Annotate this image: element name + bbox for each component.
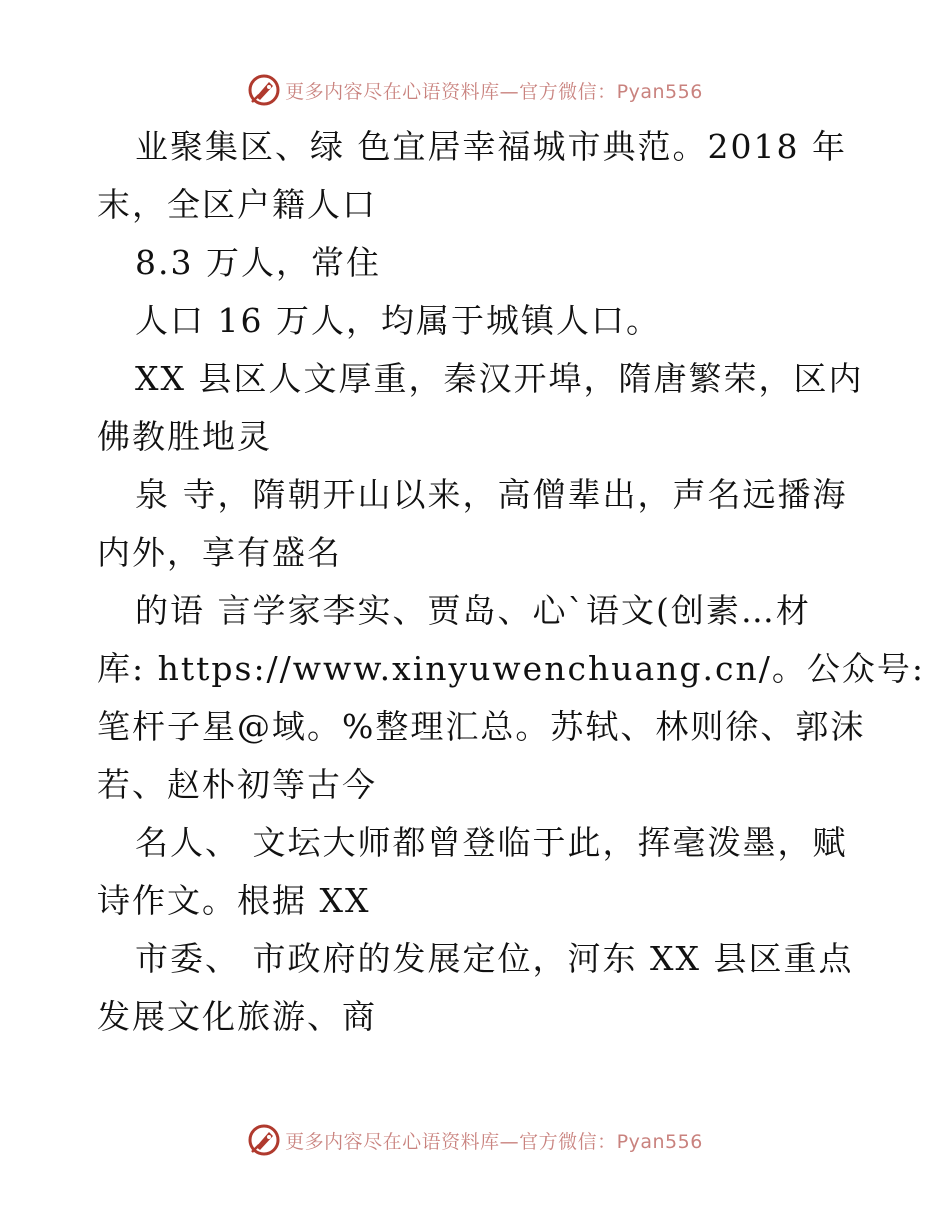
text-line: 泉 寺，隋朝开山以来，高僧辈出，声名远播海 — [135, 475, 848, 514]
header-banner-text: 更多内容尽在心语资料库—官方微信：Pyan556 — [285, 80, 703, 103]
text-line: 人口 16 万人，均属于城镇人口。 — [135, 301, 661, 340]
text-line: 内外，享有盛名 — [97, 533, 342, 572]
text-line: 发展文化旅游、商 — [97, 997, 377, 1036]
pen-nib-logo-icon — [247, 1123, 281, 1157]
pen-nib-logo-icon — [247, 73, 281, 107]
text-line: 佛教胜地灵 — [97, 417, 272, 456]
footer-banner — [0, 1120, 950, 1160]
text-line: 业聚集区、绿 色宜居幸福城市典范。2018 年 — [135, 127, 847, 166]
footer-banner-text: 更多内容尽在心语资料库—官方微信：Pyan556 — [285, 1130, 703, 1153]
text-line: 末，全区户籍人口 — [97, 185, 377, 224]
text-line: 笔杆子星@域。%整理汇总。苏轼、林则徐、郭沫 — [97, 707, 866, 746]
text-line: 若、赵朴初等古今 — [97, 765, 377, 804]
text-line: 市委、 市政府的发展定位，河东 XX 县区重点 — [135, 939, 854, 978]
document-body — [97, 118, 925, 1046]
text-line: 诗作文。根据 XX — [97, 881, 371, 920]
text-line: 名人、 文坛大师都曾登临于此，挥毫泼墨，赋 — [135, 823, 848, 862]
text-line: 8.3 万人，常住 — [135, 243, 381, 282]
header-banner — [0, 70, 950, 110]
text-line: 库: https://www.xinyuwenchuang.cn/。公众号: — [97, 649, 925, 688]
text-line: XX 县区人文厚重，秦汉开埠，隋唐繁荣，区内 — [135, 359, 864, 398]
text-line: 的语 言学家李实、贾岛、心`语文(创素…材 — [135, 591, 811, 630]
